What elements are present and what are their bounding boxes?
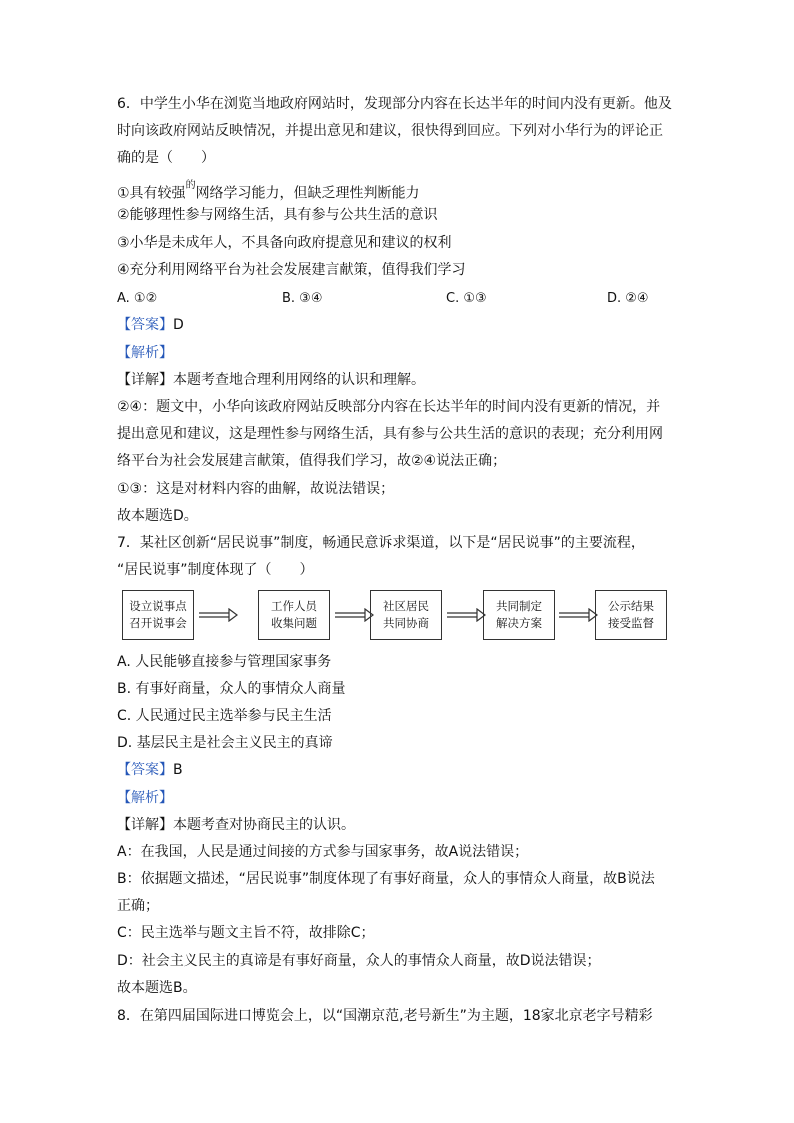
q7-detail-text: 本题考查对协商民主的认识。 <box>173 817 355 833</box>
q7-detail <box>117 815 355 835</box>
q6-explain-line1: ②④：题文中，小华向该政府网站反映部分内容在长达半年的时间内没有更新的情况，并 <box>117 399 661 415</box>
q6-option-b: B. ③④ <box>282 291 323 306</box>
flow-step-1-line1: 设立说事点 <box>129 599 187 613</box>
q7-flow-diagram <box>122 590 670 642</box>
flow-step-5 <box>595 590 667 640</box>
q6-analysis-tag-text: 【解析】 <box>117 345 173 361</box>
q7-option-b: B. 有事好商量，众人的事情众人商量 <box>117 681 346 697</box>
q6-statement-1-b: 网络学习能力，但缺乏理性判断能力 <box>195 185 420 202</box>
q6-stem-line1: 6．中学生小华在浏览当地政府网站时，发现部分内容在长达半年的时间内没有更新。他及 <box>117 96 672 112</box>
q7-explain-b-line1: B：依据题文描述，“居民说事”制度体现了有事好商量，众人的事情众人商量，故B说法 <box>117 871 655 887</box>
q6-explain-line4: ①③：这是对材料内容的曲解，故说法错误； <box>117 481 395 497</box>
q7-answer <box>117 760 183 780</box>
flow-arrow-3 <box>446 608 486 622</box>
flow-arrow-2 <box>334 608 374 622</box>
flow-step-2-line1: 工作人员 <box>271 599 317 613</box>
flow-arrow-1 <box>198 608 238 622</box>
q6-statement-1-sup: 的 <box>185 180 196 191</box>
q6-answer-tag: 【答案】 <box>117 317 173 333</box>
q7-stem-line2: “居民说事”制度体现了（ ） <box>117 562 314 578</box>
q7-stem-line1: 7．某社区创新“居民说事”制度，畅通民意诉求渠道，以下是“居民说事”的主要流程， <box>117 535 645 551</box>
q7-answer-tag: 【答案】 <box>117 762 173 778</box>
q7-analysis-tag-text: 【解析】 <box>117 790 173 806</box>
q7-answer-value: B <box>173 762 183 778</box>
flow-step-1 <box>122 590 194 640</box>
q7-option-d: D. 基层民主是社会主义民主的真谛 <box>117 735 333 751</box>
q6-option-d: D. ②④ <box>607 291 649 306</box>
flow-step-1-line2: 召开说事会 <box>129 616 187 630</box>
q6-stem-line3: 确的是（ ） <box>117 150 215 166</box>
q6-explain-line2: 提出意见和建议，这是理性参与网络生活，具有参与公共生活的意识的表现；充分利用网 <box>117 426 663 442</box>
q6-statement-3: ③小华是未成年人，不具备向政府提意见和建议的权利 <box>117 235 452 251</box>
flow-step-5-line1: 公示结果 <box>608 599 654 613</box>
q6-statement-4: ④充分利用网络平台为社会发展建言献策，值得我们学习 <box>117 262 466 278</box>
q6-detail <box>117 370 425 390</box>
flow-step-4-line2: 解决方案 <box>496 616 542 630</box>
flow-step-3 <box>370 590 442 640</box>
q6-statement-1-a: ①具有较强 <box>117 185 186 202</box>
q7-explain-d: D：社会主义民主的真谛是有事好商量，众人的事情众人商量，故D说法错误； <box>117 953 601 969</box>
q8-stem-line1: 8．在第四届国际进口博览会上，以“国潮京范,老号新生”为主题，18家北京老字号精彩 <box>117 1008 653 1024</box>
flow-step-3-line2: 共同协商 <box>383 616 429 630</box>
q7-option-c: C. 人民通过民主选举参与民主生活 <box>117 708 332 724</box>
q6-detail-text: 本题考查地合理利用网络的认识和理解。 <box>173 372 425 388</box>
q6-explain-line3: 络平台为社会发展建言献策，值得我们学习，故②④说法正确； <box>117 453 507 469</box>
q6-option-a: A. ①② <box>117 291 158 306</box>
flow-step-3-line1: 社区居民 <box>383 599 429 613</box>
flow-step-5-line2: 接受监督 <box>608 616 654 630</box>
q7-option-a: A. 人民能够直接参与管理国家事务 <box>117 654 332 670</box>
q6-conclusion: 故本题选D。 <box>117 508 198 524</box>
flow-step-2-line2: 收集问题 <box>271 616 317 630</box>
flow-arrow-4 <box>558 608 598 622</box>
q7-detail-tag: 【详解】 <box>117 817 173 833</box>
q6-answer <box>117 315 184 335</box>
q7-analysis-tag <box>117 788 173 808</box>
q7-explain-a: A：在我国，人民是通过间接的方式参与国家事务，故A说法错误； <box>117 844 529 860</box>
q7-explain-c: C：民主选举与题文主旨不符，故排除C； <box>117 925 375 941</box>
flow-step-4-line1: 共同制定 <box>496 599 542 613</box>
q6-statement-1 <box>117 180 420 204</box>
flow-step-4 <box>483 590 555 640</box>
q6-option-c: C. ①③ <box>446 291 487 306</box>
flow-step-2 <box>258 590 330 640</box>
q6-statement-2: ②能够理性参与网络生活，具有参与公共生活的意识 <box>117 207 438 223</box>
q6-detail-tag: 【详解】 <box>117 372 173 388</box>
q6-answer-value: D <box>173 317 184 333</box>
q6-stem-line2: 时向该政府网站反映情况，并提出意见和建议，很快得到回应。下列对小华行为的评论正 <box>117 123 663 139</box>
q6-analysis-tag <box>117 343 173 363</box>
q7-explain-b-line2: 正确； <box>117 898 159 914</box>
q7-conclusion: 故本题选B。 <box>117 980 197 996</box>
